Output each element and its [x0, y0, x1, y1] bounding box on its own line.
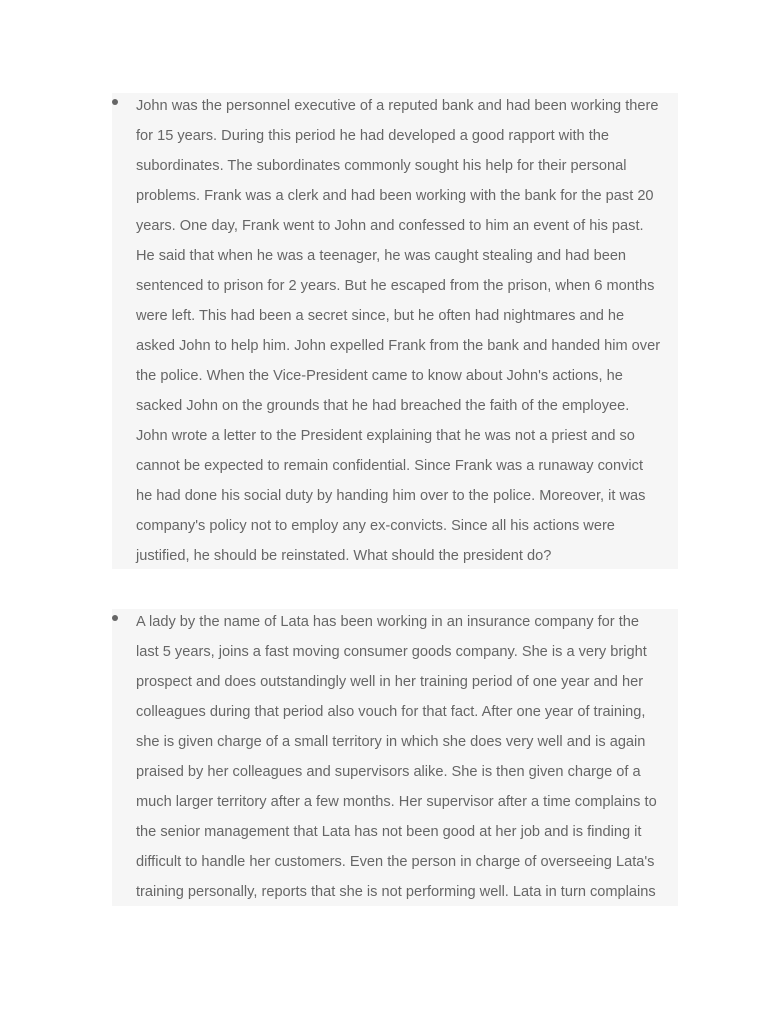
bullet-point-icon [111, 98, 119, 106]
case-study-lata [112, 609, 678, 906]
bullet-point-icon [111, 614, 119, 622]
paragraph-text: John was the personnel executive of a reputed bank and had been working there for 15 years. During this period he had developed a good rapport with the subordinates. The subordinates commonly sought his help for their personal problems. Frank was a clerk and had been working with the bank for the past 20 years. One day, Frank went to John and confessed to him an event of his past. He said that when he was a teenager, he was caught stealing and had been sentenced to prison for 2 years. But he escaped from the prison, when 6 months were left. This had been a secret since, but he often had nightmares and he asked John to help him. John expelled Frank from the bank and handed him over the police. When the Vice-President came to know about John's actions, he sacked John on the grounds that he had breached the faith of the employee. John wrote a letter to the President explaining that he was not a priest and so cannot be expected to remain confidential. Since Frank was a runaway convict he had done his social duty by handing him over to the police. Moreover, it was company's policy not to employ any ex-convicts. Since all his actions were justified, he should be reinstated. What should the president do? [136, 98, 661, 564]
paragraph-text: A lady by the name of Lata has been working in an insurance company for the last 5 years, joins a fast moving consumer goods company. She is a very bright prospect and does outstandingly well in her training period of one year and her colleagues during that period also vouch for that fact. After one year of training, she is given charge of a small territory in which she does very well and is again praised by her colleagues and supervisors alike. She is then given charge of a much larger territory after a few months. Her supervisor after a time complains to the senior management that Lata has not been good at her job and is finding it difficult to handle her customers. Even the person in charge of overseeing Lata's training personally, reports that she is not performing well. Lata in turn complains [136, 614, 657, 900]
case-study-john-frank [112, 93, 678, 569]
